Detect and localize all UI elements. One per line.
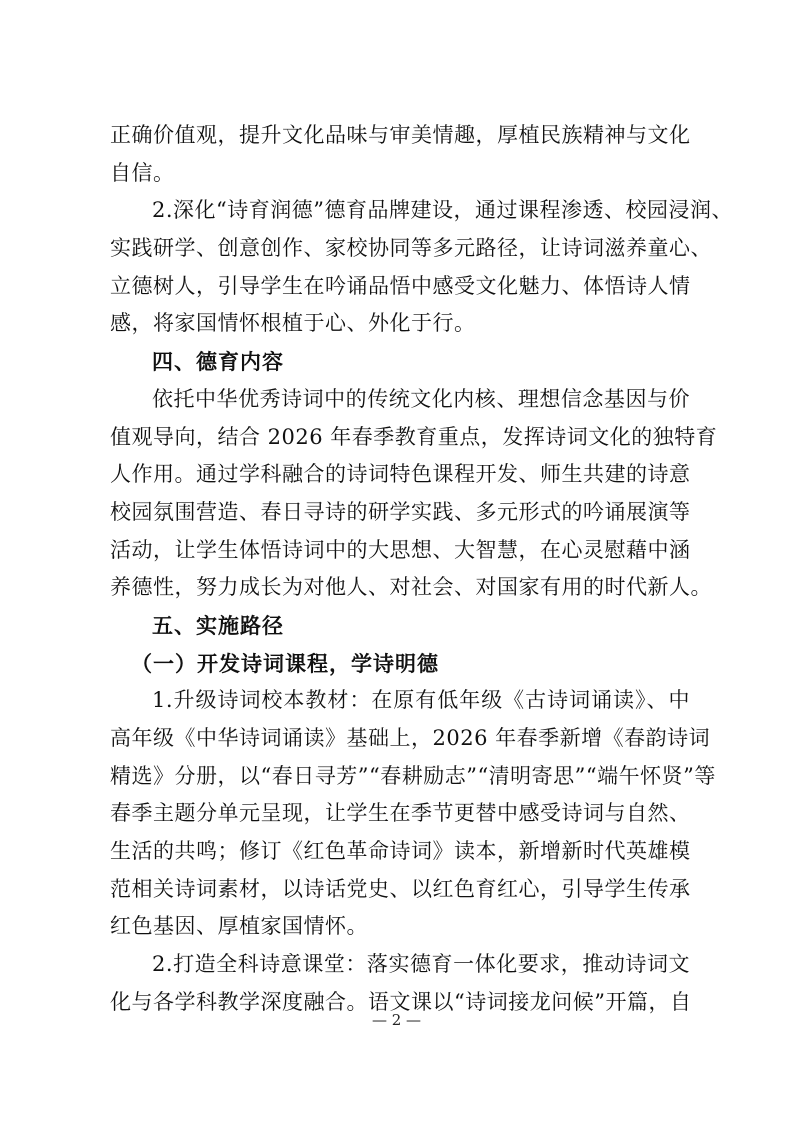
section-heading: 五、实施路径	[152, 612, 284, 638]
paragraph-line: 实践研学、创意创作、家校协同等多元路径，让诗词滋养童心、	[110, 236, 712, 261]
paragraph-line: 人作用。通过学科融合的诗词特色课程开发、师生共建的诗意	[110, 462, 691, 487]
paragraph-line: 依托中华优秀诗词中的传统文化内核、理想信念基因与价	[152, 386, 690, 411]
paragraph-line: 春季主题分单元呈现，让学生在季节更替中感受诗词与自然、	[110, 801, 691, 826]
page-number: — 2 —	[371, 1011, 422, 1029]
paragraph-line: 养德性，努力成长为对他人、对社会、对国家有用的时代新人。	[110, 575, 712, 600]
document-body	[110, 117, 734, 1022]
paragraph-line: 立德树人，引导学生在吟诵品悟中感受文化魅力、体悟诗人情	[110, 273, 691, 298]
paragraph-line: 自信。	[110, 160, 175, 185]
paragraph-line: 感，将家国情怀根植于心、外化于行。	[110, 311, 476, 336]
paragraph-line: 高年级《中华诗词诵读》基础上，2026 年春季新增《春韵诗词	[110, 726, 711, 750]
subsection-heading: （一）开发诗词课程，学诗明德	[131, 650, 439, 676]
section-heading: 四、德育内容	[152, 349, 284, 375]
paragraph-line: 2.深化“诗育润德”德育品牌建设，通过课程渗透、校园浸润、	[152, 198, 734, 223]
paragraph-line: 校园氛围营造、春日寻诗的研学实践、多元形式的吟诵展演等	[110, 499, 691, 524]
paragraph-line: 化与各学科教学深度融合。语文课以“诗词接龙问候”开篇，自	[110, 989, 692, 1014]
paragraph-line: 1.升级诗词校本教材：在原有低年级《古诗词诵读》、中	[152, 688, 690, 713]
paragraph-line: 2.打造全科诗意课堂：落实德育一体化要求，推动诗词文	[152, 952, 690, 977]
paragraph-line: 范相关诗词素材，以诗话党史、以红色育红心，引导学生传承	[110, 876, 691, 901]
paragraph-line: 精选》分册，以“春日寻芳”“春耕励志”“清明寄思”“端午怀贤”等	[110, 763, 716, 788]
paragraph-line: 值观导向，结合 2026 年春季教育重点，发挥诗词文化的独特育	[110, 424, 718, 449]
paragraph-line: 红色基因、厚植家国情怀。	[110, 914, 368, 939]
paragraph-line: 生活的共鸣；修订《红色革命诗词》读本，新增新时代英雄模	[110, 839, 691, 864]
paragraph-line: 正确价值观，提升文化品味与审美情趣，厚植民族精神与文化	[110, 123, 691, 147]
paragraph-line: 活动，让学生体悟诗词中的大思想、大智慧，在心灵慰藉中涵	[110, 537, 691, 562]
